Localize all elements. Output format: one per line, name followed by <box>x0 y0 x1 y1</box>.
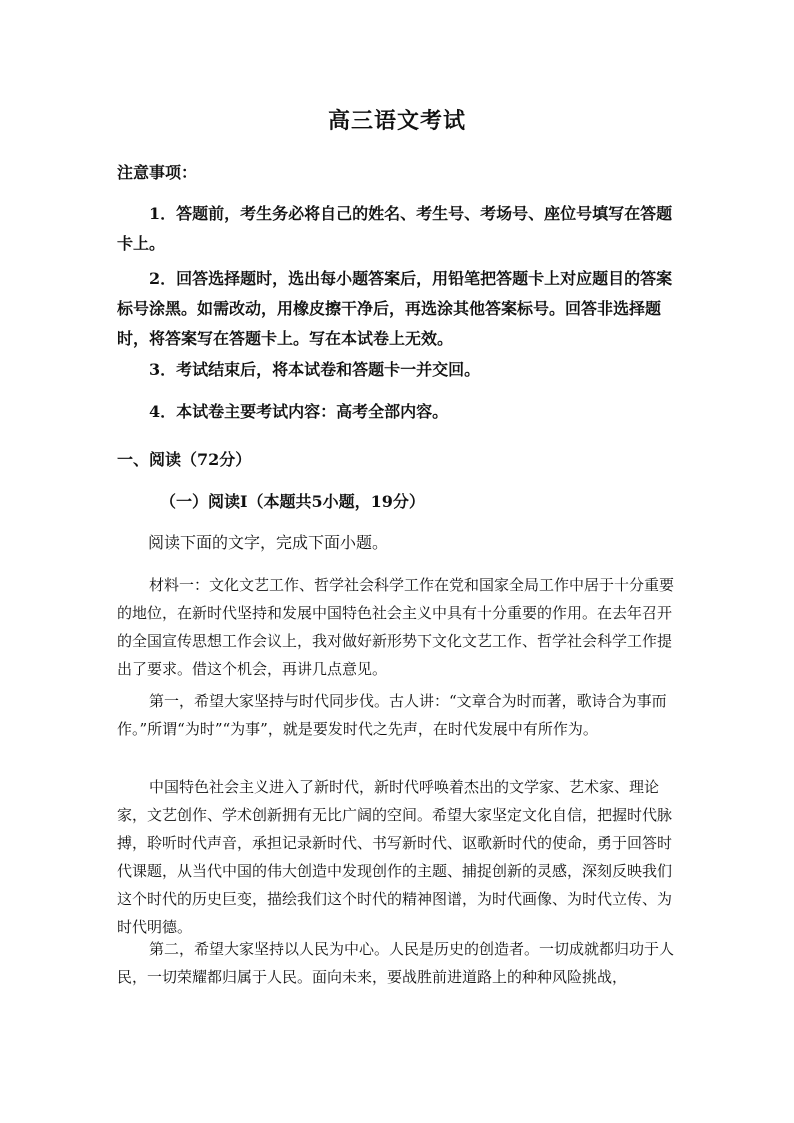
page-title: 高三语文考试 <box>327 108 466 134</box>
passage-paragraph-4: 第二，希望大家坚持以人民为中心。人民是历史的创造者。一切成就都归功于人民，一切荣耀都归属于人民。面向未来，要战胜前进道路上的种种风险挑战， <box>117 940 675 986</box>
passage-paragraph-2: 第一，希望大家坚持与时代同步伐。古人讲：“文章合为时而著，歌诗合为事而作。”所谓“为时”“为事”，就是要发时代之先声，在时代发展中有所作为。 <box>117 692 667 738</box>
passage-paragraph-3: 中国特色社会主义进入了新时代，新时代呼唤着杰出的文学家、艺术家、理论家，文艺创作、学术创新拥有无比广阔的空间。希望大家坚定文化自信，把握时代脉搏，聆听时代声音，承担记录新时代、书写新时代、讴歌新时代的使命，勇于回答时代课题，从当代中国的伟大创造中发现创作的主题、捕捉创新的灵感，深刻反映我们这个时代的历史巨变，描绘我们这个时代的精神图谱，为时代画像、为时代立传、为时代明德。 <box>117 778 673 936</box>
notice-item-4: 4．本试卷主要考试内容：高考全部内容。 <box>149 402 449 421</box>
notice-item-2: 2．回答选择题时，选出每小题答案后，用铅笔把答题卡上对应题目的答案标号涂黑。如需改动，用橡皮擦干净后，再选涂其他答案标号。回答非选择题时，将答案写在答题卡上。写在本试卷上无效。 <box>117 269 673 348</box>
reading-instruction: 阅读下面的文字，完成下面小题。 <box>148 533 389 552</box>
notice-item-3: 3．考试结束后，将本试卷和答题卡一并交回。 <box>149 360 481 379</box>
section-heading: 一、阅读（72分） <box>117 450 252 469</box>
passage-paragraph-1: 材料一：文化文艺工作、哲学社会科学工作在党和国家全局工作中居于十分重要的地位，在新时代坚持和发展中国特色社会主义中具有十分重要的作用。在去年召开的全国宣传思想工作会议上，我对做好新形势下文化文艺工作、哲学社会科学工作提出了要求。借这个机会，再讲几点意见。 <box>117 576 675 678</box>
notice-item-1: 1．答题前，考生务必将自己的姓名、考生号、考场号、座位号填写在答题卡上。 <box>117 204 673 253</box>
notice-heading: 注意事项： <box>117 163 198 182</box>
subsection-heading: （一）阅读Ⅰ（本题共5小题，19分） <box>160 492 425 511</box>
